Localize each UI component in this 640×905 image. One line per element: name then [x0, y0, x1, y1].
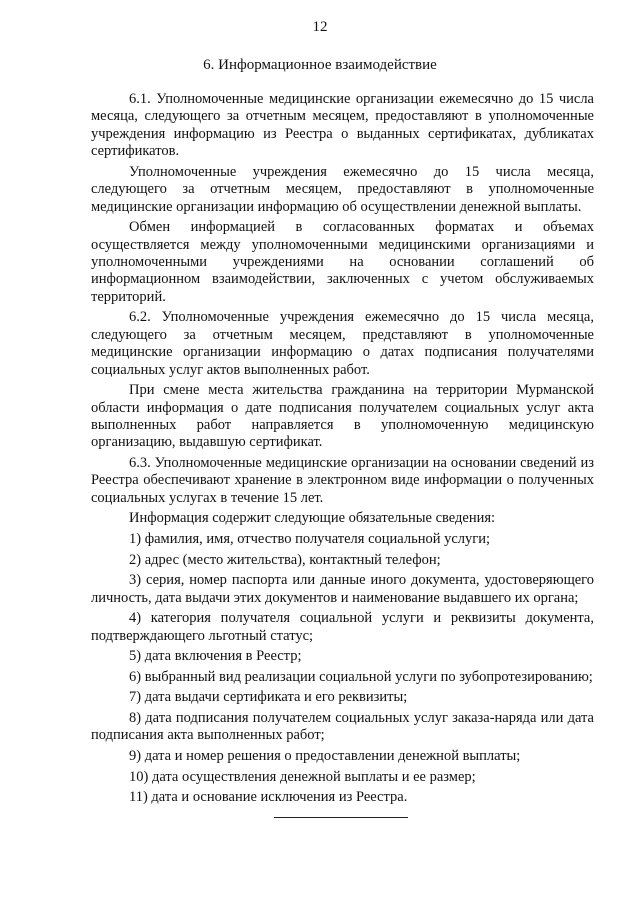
paragraph-information-contains: Информация содержит следующие обязательные сведения:	[129, 510, 496, 527]
list-item: 5) дата включения в Реестр;	[129, 648, 302, 665]
list-item: 1) фамилия, имя, отчество получателя социальной услуги;	[129, 531, 490, 548]
list-item: 10) дата осуществления денежной выплаты и ее размер;	[129, 768, 476, 785]
list-item: 4) категория получателя социальной услуги и реквизиты документа, подтверждающего льготный статус;	[91, 610, 594, 644]
paragraph-6-3: 6.3. Уполномоченные медицинские организации на основании сведений из Реестра обеспечивают хранение в электронном виде информации о полученных социальных услугах в течение 15 лет.	[91, 455, 594, 506]
section-title: 6. Информационное взаимодействие	[203, 57, 437, 73]
paragraph-information-exchange: Обмен информацией в согласованных форматах и объемах осуществляется между уполномоченными медицинскими организациями и уполномоченными учреждениями на основании соглашений об информационном взаимодействии, заключенных с учетом обслуживаемых территорий.	[91, 219, 594, 305]
list-item: 2) адрес (место жительства), контактный телефон;	[129, 551, 441, 568]
page-number: 12	[312, 19, 328, 35]
list-item: 7) дата выдачи сертификата и его реквизиты;	[129, 689, 408, 706]
list-item: 11) дата и основание исключения из Реестра.	[129, 789, 408, 806]
paragraph-6-2: 6.2. Уполномоченные учреждения ежемесячно до 15 числа месяца, следующего за отчетным месяцем, представляют в уполномоченные медицинские организации информацию о датах подписания получателями социальных услуг актов выполненных работ.	[91, 309, 594, 378]
paragraph-change-of-residence: При смене места жительства гражданина на территории Мурманской области информация о дате подписания получателем социальных услуг акта выполненных работ направляется в уполномоченную медицинскую организацию, выдавшую сертификат.	[91, 382, 594, 451]
paragraph-institutions-monthly: Уполномоченные учреждения ежемесячно до 15 числа месяца, следующего за отчетным месяцем, предоставляют в уполномоченные медицинские организации информацию об осуществлении денежной выплаты.	[91, 163, 594, 215]
paragraph-6-1: 6.1. Уполномоченные медицинские организации ежемесячно до 15 числа месяца, следующего за отчетным месяцем, предоставляют в уполномоченные учреждения информацию из Реестра о выданных сертификатах, дубликатах сертификатов.	[91, 91, 594, 160]
list-item: 3) серия, номер паспорта или данные иного документа, удостоверяющего личность, дата выдачи этих документов и наименование выдавшего их органа;	[91, 572, 594, 606]
required-information-list	[91, 531, 594, 807]
list-item: 8) дата подписания получателем социальных услуг заказа-наряда или дата подписания акта выполненных работ;	[91, 710, 594, 744]
end-of-text-line	[274, 817, 408, 818]
list-item: 6) выбранный вид реализации социальной услуги по зубопротезированию;	[129, 668, 593, 685]
list-item: 9) дата и номер решения о предоставлении денежной выплаты;	[129, 748, 521, 765]
document-body	[91, 91, 594, 810]
